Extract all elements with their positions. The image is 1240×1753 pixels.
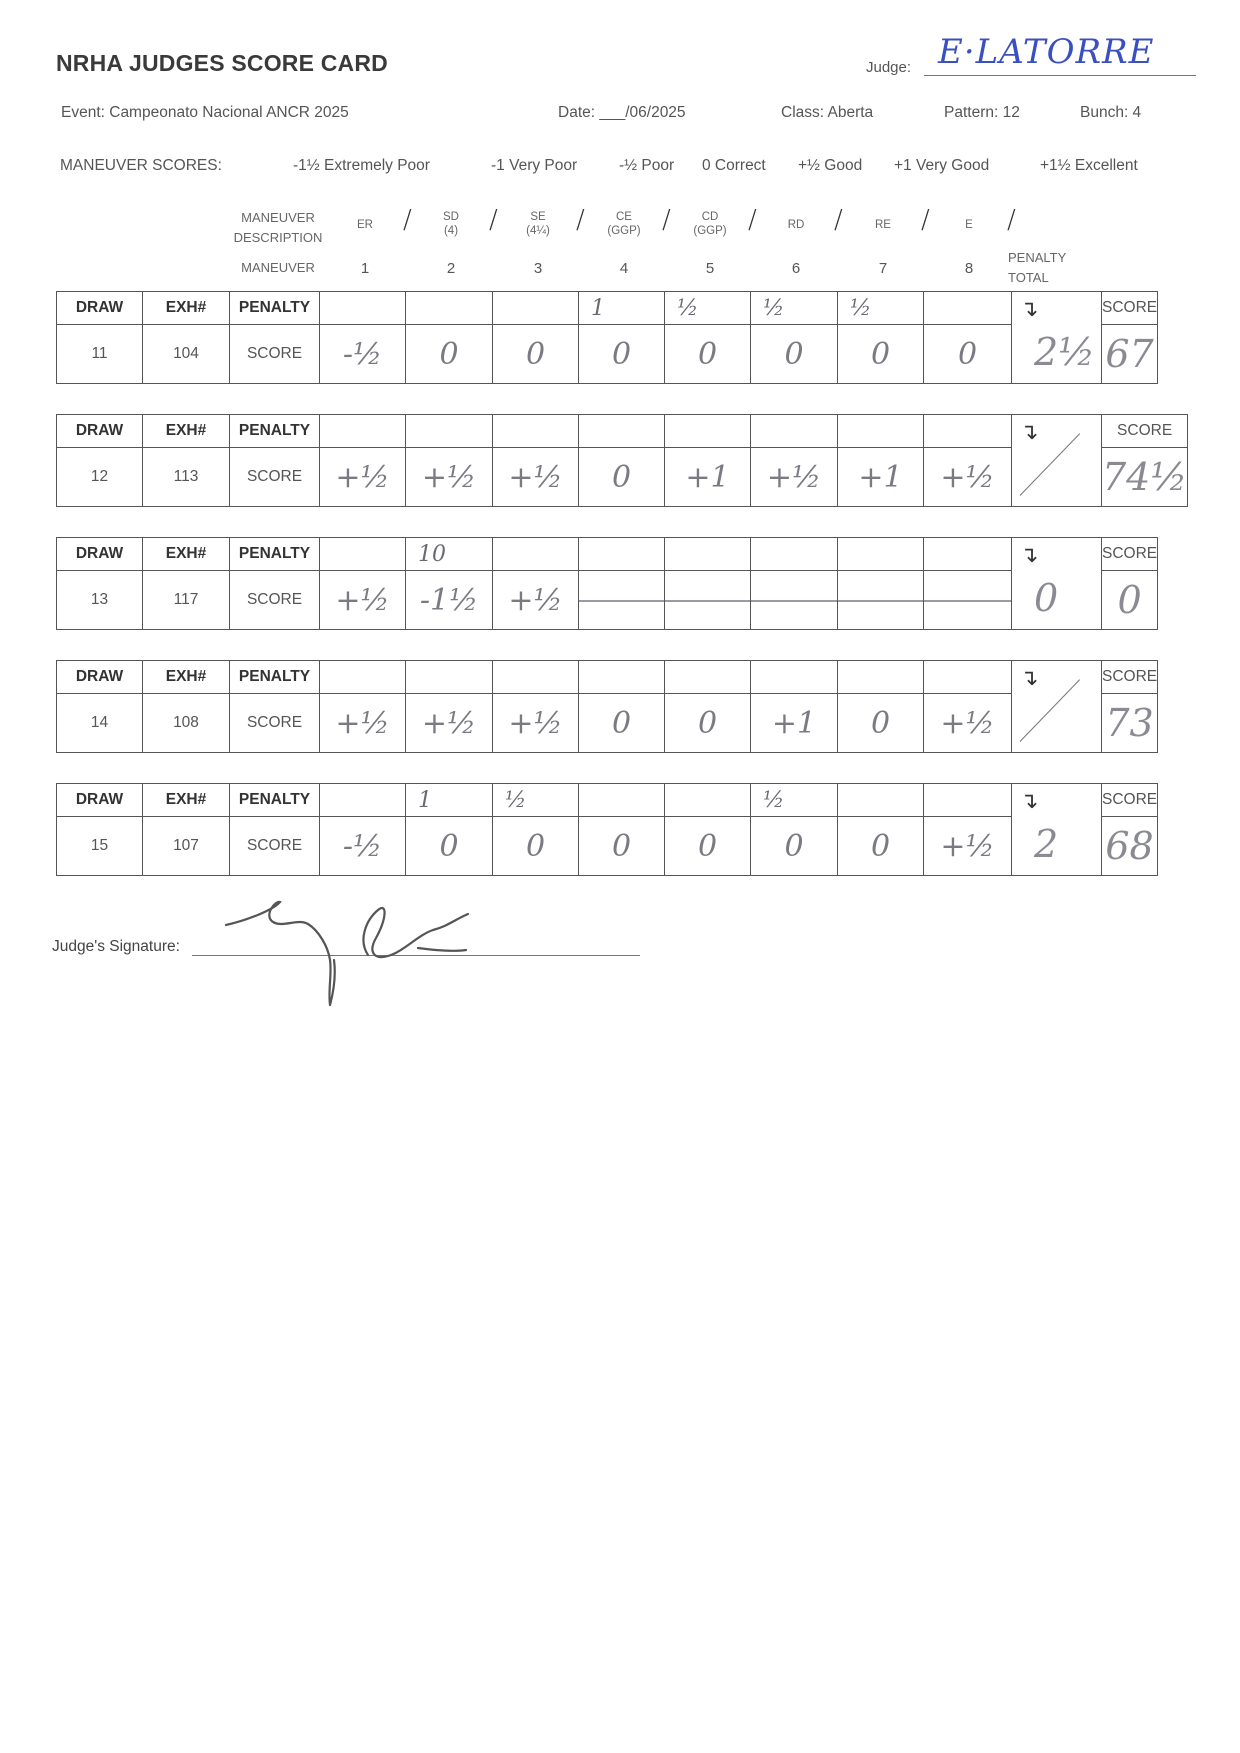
maneuver-score-m8 xyxy=(924,325,1012,384)
draw-header-value: DRAW xyxy=(75,668,124,685)
maneuver-separator-slash: / xyxy=(834,205,843,235)
maneuver-number-4: 4 xyxy=(619,260,629,277)
judge-signature-scribble xyxy=(218,880,518,1010)
maneuver-score-handwritten: +½ xyxy=(766,459,822,495)
maneuver-separator-slash: / xyxy=(403,205,412,235)
final-score xyxy=(1102,325,1158,384)
maneuver-description-4: CE (GGP) xyxy=(607,211,641,237)
maneuver-score-m1 xyxy=(320,694,406,753)
draw-block-15 xyxy=(56,783,1158,876)
maneuver-score-m2 xyxy=(406,817,493,876)
maneuver-score-handwritten: 0 xyxy=(611,459,632,495)
maneuver-score-m2 xyxy=(406,448,493,507)
maneuver-score-m3 xyxy=(493,817,579,876)
maneuver-score-m1 xyxy=(320,571,406,630)
maneuver-score-handwritten: +½ xyxy=(940,828,995,864)
maneuver-score-m8 xyxy=(924,817,1012,876)
maneuver-number-3: 3 xyxy=(533,260,543,277)
maneuver-score-handwritten: 0 xyxy=(611,336,632,372)
maneuver-score-m5 xyxy=(665,817,751,876)
draw-header xyxy=(57,784,143,817)
penalty-cell-m5 xyxy=(665,292,751,325)
penalty-cell-m1 xyxy=(320,661,406,694)
card-title: NRHA JUDGES SCORE CARD xyxy=(56,50,388,76)
exh-header xyxy=(143,538,230,571)
maneuver-score-m2 xyxy=(406,325,493,384)
maneuver-score-handwritten: +½ xyxy=(421,459,477,495)
penalty-cell-m8 xyxy=(924,538,1012,571)
penalty-header-value: PENALTY xyxy=(238,545,311,562)
penalty-total-label: PENALTY TOTAL xyxy=(1008,250,1067,285)
score-header-value: SCORE xyxy=(1102,668,1158,685)
final-score xyxy=(1102,694,1158,753)
exhibitor-number-value: 108 xyxy=(173,714,199,731)
penalty-header-value: PENALTY xyxy=(238,299,311,316)
draw-number-value: 12 xyxy=(90,468,109,485)
penalty-header-value: PENALTY xyxy=(238,791,311,808)
penalty-total-handwritten: 2 xyxy=(1034,822,1059,866)
maneuver-score-m1 xyxy=(320,325,406,384)
penalty-total-cell xyxy=(1012,415,1102,507)
maneuver-score-handwritten: -½ xyxy=(342,828,383,864)
penalty-header-value: PENALTY xyxy=(238,668,311,685)
draw-number xyxy=(57,571,143,630)
penalty-handwritten: ½ xyxy=(850,295,872,321)
draw-number xyxy=(57,448,143,507)
maneuver-score-handwritten: 0 xyxy=(525,828,546,864)
scale-item: -½ Poor xyxy=(619,157,675,174)
maneuver-score-m6 xyxy=(751,325,838,384)
draw-number-value: 14 xyxy=(90,714,109,731)
strike-through-line xyxy=(751,600,837,602)
maneuver-score-m3 xyxy=(493,325,579,384)
draw-block-14 xyxy=(56,660,1158,753)
draw-header xyxy=(57,538,143,571)
penalty-cell-m4 xyxy=(579,415,665,448)
pattern-info: Pattern: 12 xyxy=(944,104,1020,121)
penalty-cell-m4 xyxy=(579,292,665,325)
final-score-handwritten: 67 xyxy=(1105,332,1154,376)
exhibitor-number xyxy=(143,571,230,630)
maneuver-score-m4 xyxy=(579,694,665,753)
penalty-cell-m5 xyxy=(665,538,751,571)
exh-header-value: EXH# xyxy=(165,791,207,808)
maneuver-score-m7 xyxy=(838,325,924,384)
maneuver-score-handwritten: +½ xyxy=(508,705,563,741)
penalty-handwritten: 10 xyxy=(418,541,446,567)
penalty-cell-m8 xyxy=(924,292,1012,325)
maneuver-description-5: CD (GGP) xyxy=(693,211,727,237)
maneuver-separator-slash: / xyxy=(489,205,498,235)
exhibitor-number-value: 107 xyxy=(173,837,199,854)
scale-item: +1 Very Good xyxy=(894,157,990,174)
penalty-cell-m5 xyxy=(665,784,751,817)
strike-through-line xyxy=(838,600,923,602)
maneuver-score-handwritten: 0 xyxy=(870,336,891,372)
final-score-handwritten: 74½ xyxy=(1102,455,1188,499)
penalty-header xyxy=(230,292,320,325)
exh-header-value: EXH# xyxy=(165,422,207,439)
exhibitor-number-value: 117 xyxy=(173,591,199,608)
score-row-label xyxy=(230,325,320,384)
scale-item: -1½ Extremely Poor xyxy=(293,157,430,174)
penalty-cell-m2 xyxy=(406,784,493,817)
maneuver-score-m7 xyxy=(838,448,924,507)
exhibitor-number xyxy=(143,694,230,753)
penalty-cell-m3 xyxy=(493,784,579,817)
maneuver-score-m2 xyxy=(406,694,493,753)
score-header xyxy=(1102,784,1158,817)
judge-name-handwritten: E·LATORRE xyxy=(938,32,1155,72)
exh-header xyxy=(143,415,230,448)
exh-header xyxy=(143,292,230,325)
maneuver-score-m8 xyxy=(924,448,1012,507)
penalty-header xyxy=(230,661,320,694)
exhibitor-number-value: 113 xyxy=(173,468,199,485)
maneuver-score-handwritten: +½ xyxy=(335,459,390,495)
maneuver-score-handwritten: -½ xyxy=(342,336,383,372)
maneuver-score-m5 xyxy=(665,571,751,630)
penalty-cell-m4 xyxy=(579,784,665,817)
penalty-cell-m2 xyxy=(406,415,493,448)
maneuver-description-6: RD xyxy=(787,219,805,231)
maneuver-score-handwritten: 0 xyxy=(957,336,978,372)
score-row-label-value: SCORE xyxy=(246,591,303,608)
penalty-cell-m5 xyxy=(665,661,751,694)
exh-header xyxy=(143,784,230,817)
maneuver-score-handwritten: 0 xyxy=(697,336,718,372)
score-header-value: SCORE xyxy=(1117,422,1173,439)
penalty-cell-m2 xyxy=(406,538,493,571)
draw-header xyxy=(57,292,143,325)
draw-number-value: 15 xyxy=(90,837,109,854)
maneuver-number-2: 2 xyxy=(446,260,456,277)
maneuver-score-m5 xyxy=(665,325,751,384)
maneuver-score-m4 xyxy=(579,448,665,507)
exhibitor-number xyxy=(143,325,230,384)
penalty-cell-m7 xyxy=(838,292,924,325)
draw-number xyxy=(57,694,143,753)
score-row-label xyxy=(230,817,320,876)
maneuver-score-handwritten: 0 xyxy=(870,828,891,864)
penalty-handwritten: 1 xyxy=(418,787,432,813)
maneuver-score-m2 xyxy=(406,571,493,630)
maneuver-score-handwritten: 0 xyxy=(870,705,891,741)
maneuver-score-handwritten: 0 xyxy=(525,336,546,372)
exhibitor-number xyxy=(143,817,230,876)
score-row-label xyxy=(230,448,320,507)
bunch-info: Bunch: 4 xyxy=(1080,104,1142,121)
draw-number-value: 11 xyxy=(91,345,108,362)
penalty-cell-m6 xyxy=(751,415,838,448)
score-header xyxy=(1102,292,1158,325)
strike-through-line xyxy=(924,600,1011,602)
penalty-cell-m6 xyxy=(751,292,838,325)
maneuver-separator-slash: / xyxy=(662,205,671,235)
maneuver-separator-slash: / xyxy=(921,205,930,235)
penalty-cell-m8 xyxy=(924,415,1012,448)
penalty-cell-m6 xyxy=(751,784,838,817)
penalty-cell-m7 xyxy=(838,784,924,817)
score-row-label-value: SCORE xyxy=(246,468,303,485)
score-header-value: SCORE xyxy=(1102,299,1158,316)
draw-header-value: DRAW xyxy=(75,422,124,439)
maneuver-description-1: ER xyxy=(357,219,373,231)
maneuver-description-8: E xyxy=(965,219,973,231)
down-arrow-icon: ↴ xyxy=(1020,419,1039,444)
penalty-header xyxy=(230,538,320,571)
final-score xyxy=(1102,817,1158,876)
maneuver-score-m1 xyxy=(320,448,406,507)
maneuver-separator-slash: / xyxy=(748,205,757,235)
maneuver-number-8: 8 xyxy=(964,260,974,277)
maneuver-separator-slash: / xyxy=(1007,205,1016,235)
class-info: Class: Aberta xyxy=(781,104,874,121)
final-score-handwritten: 73 xyxy=(1105,701,1154,745)
draw-header xyxy=(57,415,143,448)
maneuver-score-m7 xyxy=(838,817,924,876)
score-header xyxy=(1102,415,1188,448)
penalty-cell-m5 xyxy=(665,415,751,448)
exh-header-value: EXH# xyxy=(165,299,207,316)
maneuver-score-m4 xyxy=(579,817,665,876)
score-row-label xyxy=(230,571,320,630)
penalty-cell-m3 xyxy=(493,415,579,448)
penalty-cell-m3 xyxy=(493,538,579,571)
penalty-total-cell xyxy=(1012,661,1102,753)
strike-through-line xyxy=(579,600,664,602)
penalty-cell-m1 xyxy=(320,538,406,571)
penalty-cell-m1 xyxy=(320,292,406,325)
signature-label: Judge's Signature: xyxy=(52,938,180,955)
draw-block-12 xyxy=(56,414,1188,507)
maneuver-separator-slash: / xyxy=(576,205,585,235)
maneuver-number-7: 7 xyxy=(878,260,888,277)
penalty-cell-m8 xyxy=(924,661,1012,694)
maneuver-score-m6 xyxy=(751,694,838,753)
maneuver-description-7: RE xyxy=(875,219,891,231)
penalty-cell-m2 xyxy=(406,661,493,694)
maneuver-score-m5 xyxy=(665,694,751,753)
penalty-total-handwritten: 2½ xyxy=(1034,330,1096,374)
maneuver-score-m3 xyxy=(493,571,579,630)
maneuver-description-2: SD (4) xyxy=(443,211,459,237)
score-row-label-value: SCORE xyxy=(246,345,303,362)
scale-item: +1½ Excellent xyxy=(1040,157,1138,174)
exhibitor-number-value: 104 xyxy=(173,345,199,362)
maneuver-score-m6 xyxy=(751,448,838,507)
exhibitor-number xyxy=(143,448,230,507)
maneuver-score-m3 xyxy=(493,448,579,507)
penalty-total-cell xyxy=(1012,784,1102,876)
penalty-header xyxy=(230,415,320,448)
maneuver-score-m5 xyxy=(665,448,751,507)
draw-header-value: DRAW xyxy=(75,299,124,316)
scale-label: MANEUVER SCORES: xyxy=(60,157,222,174)
event-info: Event: Campeonato Nacional ANCR 2025 xyxy=(61,104,349,121)
maneuver-score-handwritten: +½ xyxy=(940,459,995,495)
scale-item: 0 Correct xyxy=(702,157,766,174)
date-info: Date: ___/06/2025 xyxy=(558,104,686,121)
maneuver-score-handwritten: +½ xyxy=(508,582,563,618)
judge-name-line xyxy=(924,75,1196,76)
scale-item: +½ Good xyxy=(798,157,863,174)
score-header-value: SCORE xyxy=(1102,545,1158,562)
maneuver-score-m4 xyxy=(579,571,665,630)
penalty-cell-m2 xyxy=(406,292,493,325)
draw-block-13 xyxy=(56,537,1158,630)
penalty-handwritten: 1 xyxy=(591,295,605,321)
down-arrow-icon: ↴ xyxy=(1020,542,1039,567)
exh-header-value: EXH# xyxy=(165,545,207,562)
maneuver-score-m4 xyxy=(579,325,665,384)
penalty-handwritten: ½ xyxy=(505,787,527,813)
maneuver-score-handwritten: 0 xyxy=(611,828,632,864)
score-header xyxy=(1102,538,1158,571)
maneuver-score-handwritten: 0 xyxy=(697,705,718,741)
draw-header-value: DRAW xyxy=(75,791,124,808)
down-arrow-icon: ↴ xyxy=(1020,665,1039,690)
maneuver-score-handwritten: +1 xyxy=(685,459,730,495)
penalty-total-handwritten: 0 xyxy=(1034,576,1059,620)
score-header-value: SCORE xyxy=(1102,791,1158,808)
maneuver-score-handwritten: 0 xyxy=(611,705,632,741)
penalty-cell-m6 xyxy=(751,538,838,571)
penalty-cell-m7 xyxy=(838,661,924,694)
penalty-handwritten: ½ xyxy=(677,295,699,321)
penalty-handwritten: ½ xyxy=(763,787,785,813)
penalty-header xyxy=(230,784,320,817)
final-score-handwritten: 0 xyxy=(1117,578,1142,622)
score-row-label-value: SCORE xyxy=(246,837,303,854)
maneuver-score-m1 xyxy=(320,817,406,876)
maneuver-score-handwritten: +½ xyxy=(508,459,563,495)
draw-number-value: 13 xyxy=(90,591,109,608)
scale-item: -1 Very Poor xyxy=(491,157,578,174)
penalty-cell-m4 xyxy=(579,538,665,571)
score-row-label xyxy=(230,694,320,753)
maneuver-score-handwritten: +½ xyxy=(421,705,477,741)
maneuver-number-6: 6 xyxy=(791,260,801,277)
draw-number xyxy=(57,325,143,384)
penalty-total-cell xyxy=(1012,538,1102,630)
exh-header-value: EXH# xyxy=(165,668,207,685)
draw-block-11 xyxy=(56,291,1158,384)
maneuver-score-handwritten: +½ xyxy=(940,705,995,741)
final-score xyxy=(1102,571,1158,630)
down-arrow-icon: ↴ xyxy=(1020,788,1039,813)
penalty-cell-m4 xyxy=(579,661,665,694)
down-arrow-icon: ↴ xyxy=(1020,296,1039,321)
penalty-cell-m3 xyxy=(493,292,579,325)
maneuver-score-handwritten: 0 xyxy=(784,336,804,372)
score-row-label-value: SCORE xyxy=(246,714,303,731)
final-score xyxy=(1102,448,1188,507)
maneuver-score-handwritten: -1½ xyxy=(419,582,479,618)
judge-label: Judge: xyxy=(866,59,912,76)
draw-header-value: DRAW xyxy=(75,545,124,562)
maneuver-score-m7 xyxy=(838,571,924,630)
penalty-cell-m7 xyxy=(838,415,924,448)
penalty-handwritten: ½ xyxy=(763,295,785,321)
maneuver-score-m3 xyxy=(493,694,579,753)
maneuver-score-m7 xyxy=(838,694,924,753)
exh-header xyxy=(143,661,230,694)
maneuver-score-m6 xyxy=(751,817,838,876)
maneuver-score-handwritten: 0 xyxy=(784,828,804,864)
maneuver-description-label: MANEUVER DESCRIPTION xyxy=(233,210,323,245)
penalty-header-value: PENALTY xyxy=(238,422,311,439)
strike-through-line xyxy=(665,600,750,602)
final-score-handwritten: 68 xyxy=(1105,824,1154,868)
penalty-cell-m7 xyxy=(838,538,924,571)
maneuver-number-1: 1 xyxy=(360,260,370,277)
maneuver-score-m8 xyxy=(924,571,1012,630)
maneuver-score-handwritten: +1 xyxy=(771,705,817,741)
score-header xyxy=(1102,661,1158,694)
maneuver-description-3: SE (4¼) xyxy=(526,211,550,237)
maneuver-score-m6 xyxy=(751,571,838,630)
maneuver-score-handwritten: 0 xyxy=(439,336,459,372)
penalty-cell-m8 xyxy=(924,784,1012,817)
maneuver-score-m8 xyxy=(924,694,1012,753)
draw-header xyxy=(57,661,143,694)
maneuver-number-label: MANEUVER xyxy=(241,260,315,275)
maneuver-score-handwritten: +½ xyxy=(335,705,390,741)
maneuver-number-5: 5 xyxy=(705,260,715,277)
penalty-total-cell xyxy=(1012,292,1102,384)
draw-number xyxy=(57,817,143,876)
maneuver-score-handwritten: +1 xyxy=(858,459,903,495)
penalty-cell-m3 xyxy=(493,661,579,694)
penalty-cell-m1 xyxy=(320,784,406,817)
maneuver-score-handwritten: 0 xyxy=(697,828,718,864)
maneuver-score-handwritten: +½ xyxy=(335,582,390,618)
penalty-cell-m1 xyxy=(320,415,406,448)
maneuver-score-handwritten: 0 xyxy=(439,828,459,864)
penalty-cell-m6 xyxy=(751,661,838,694)
